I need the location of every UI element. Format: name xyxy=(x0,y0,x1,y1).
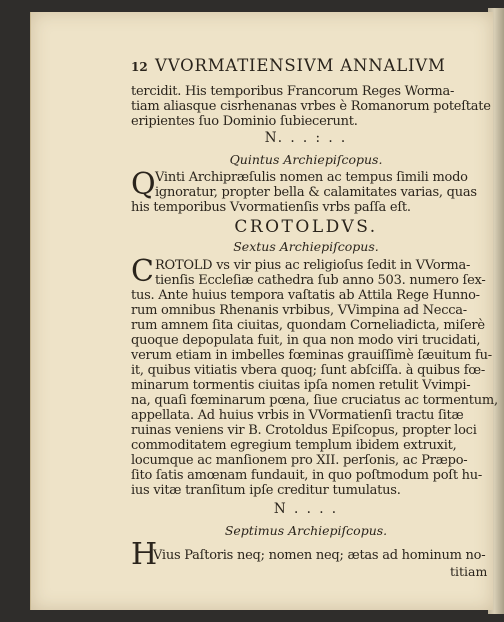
section-marker-2: N . . . . xyxy=(273,501,339,517)
crotoldus-subtitle: Sextus Archiepiſcopus. xyxy=(233,239,379,254)
quintus-line-3: his temporibus Vvormatienſis vrbs paſſa eſt. xyxy=(131,200,411,215)
crotoldus-line-10: na, quaſi fœminarum pœna, ſiue cruciatus ac tormentum, xyxy=(131,393,498,408)
crotoldus-line-13: commoditatem egregium templum ibidem extruxit, xyxy=(131,438,457,453)
intro-line-2: tiam aliasque cisrhenanas vrbes è Romanorum poteſtate xyxy=(131,99,491,114)
crotoldus-dropcap: C xyxy=(131,254,154,289)
crotoldus-line-9: minarum tormentis ciuitas ipſa nomen retulit Vvimpi- xyxy=(131,378,471,393)
crotoldus-line-3: tus. Ante huius tempora vaſtatis ab Attila Rege Hunno- xyxy=(131,288,480,303)
section-marker: N. . . : . . xyxy=(264,130,348,146)
book-page xyxy=(30,12,498,610)
septimus-line-1: Vius Paſtoris neq; nomen neq; ætas ad hominum no- xyxy=(153,548,486,563)
crotoldus-line-6: quoque depopulata fuit, in qua non modo viri trucidati, xyxy=(131,333,481,348)
catchword: titiam xyxy=(450,564,488,579)
crotoldus-line-7: verum etiam in imbelles fœminas grauiſſimè ſæuitum fu- xyxy=(131,348,492,363)
septimus-dropcap: H xyxy=(131,537,158,572)
crotoldus-line-11: appellata. Ad huius vrbis in VVormatienſi tractu ſitæ xyxy=(131,408,464,423)
quintus-line-2: ignoratur, propter bella & calamitates varias, quas xyxy=(155,185,477,200)
quintus-dropcap: Q xyxy=(131,167,156,202)
running-head: VVORMATIENSIVM ANNALIVM xyxy=(155,56,446,75)
intro-line-1: tercidit. His temporibus Francorum Reges Worma- xyxy=(131,84,455,99)
quintus-subtitle: Quintus Archiepiſcopus. xyxy=(229,152,383,167)
crotoldus-line-1: ROTOLD vs vir pius ac religioſus ſedit in VVorma- xyxy=(155,258,471,273)
crotoldus-line-16: ius vitæ tranſitum ipſe creditur tumulatus. xyxy=(131,483,401,498)
crotoldus-line-15: ſito ſatis amœnam fundauit, in quo poſtmodum poſt hu- xyxy=(131,468,483,483)
septimus-subtitle: Septimus Archiepiſcopus. xyxy=(224,523,388,538)
crotoldus-line-4: rum omnibus Rhenanis vrbibus, VVimpina ad Necca- xyxy=(131,303,467,318)
intro-line-3: eripientes ſuo Dominio ſubiecerunt. xyxy=(131,114,358,129)
quintus-line-1: Vinti Archipræſulis nomen ac tempus ſimili modo xyxy=(155,170,468,185)
crotoldus-line-2: tienſis Eccleſiæ cathedra ſub anno 503. numero ſex- xyxy=(155,273,486,288)
crotoldus-line-12: ruinas veniens vir B. Crotoldus Epiſcopus, propter loci xyxy=(131,423,477,438)
crotoldus-heading: CROTOLDVS. xyxy=(234,217,378,237)
folio-number: 12 xyxy=(131,60,148,74)
crotoldus-line-5: rum amnem ſita ciuitas, quondam Corneliadicta, miſerè xyxy=(131,318,485,333)
crotoldus-line-8: it, quibus vitiatis vbera quoq; ſunt abſciſſa. à quibus fœ- xyxy=(131,363,486,378)
crotoldus-line-14: locumque ac manſionem pro XII. perſonis, ac Præpo- xyxy=(131,453,468,468)
